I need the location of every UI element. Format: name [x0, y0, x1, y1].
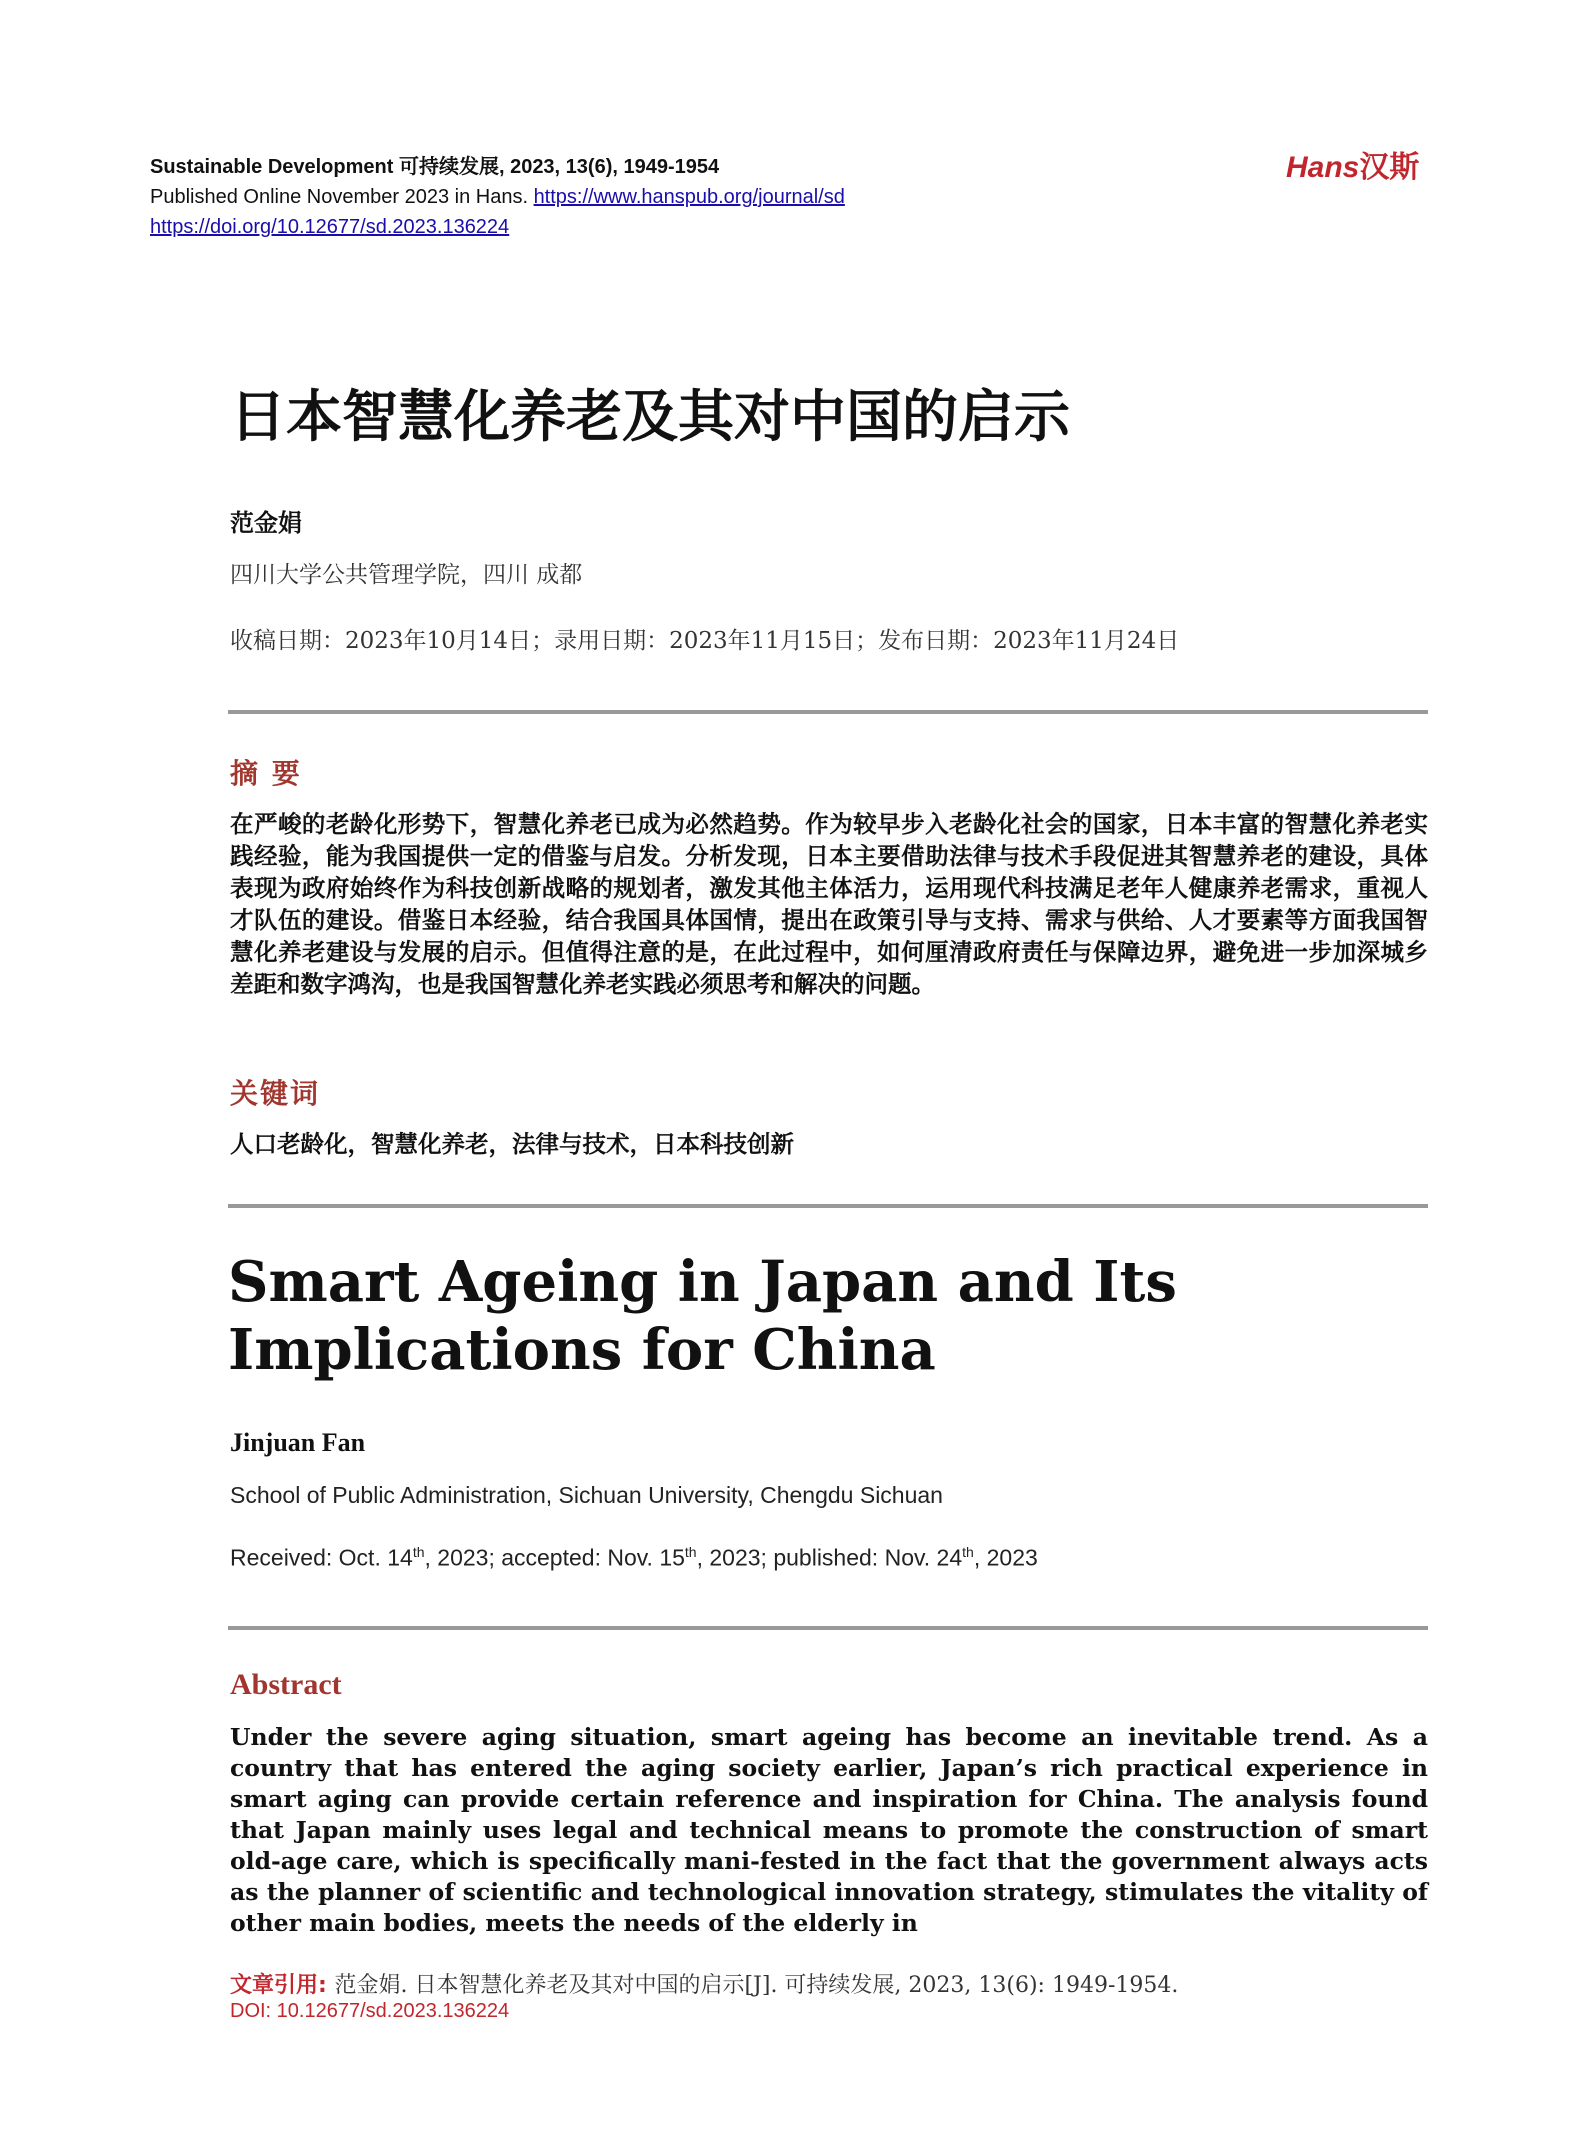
cn-abstract: 在严峻的老龄化形势下，智慧化养老已成为必然趋势。作为较早步入老龄化社会的国家，日本丰富的智慧化养老实践经验，能为我国提供一定的借鉴与启发。分析发现，日本主要借助法律与技术手段促进其智慧养老的建设，具体表现为政府始终作为科技创新战略的规划者，激发其他主体活力，运用现代科技满足老年人健康养老需求，重视人才队伍的建设。借鉴日本经验，结合我国具体国情，提出在政策引导与支持、需求与供给、人才要素等方面我国智慧化养老建设与发展的启示。但值得注意的是，在此过程中，如何厘清政府责任与保障边界，避免进一步加深城乡差距和数字鸿沟，也是我国智慧化养老实践必须思考和解决的问题。 [230, 810, 1428, 998]
published-prefix: Published Online November 2023 in Hans. [150, 186, 534, 208]
logo-en: Hans [1286, 151, 1360, 184]
cn-author: 范金娟 [230, 508, 302, 537]
citation-label: 文章引用: [230, 1973, 335, 1998]
year: , 2023 [973, 1544, 1038, 1571]
sup: th [412, 1544, 425, 1560]
cn-title: 日本智慧化养老及其对中国的启示 [230, 385, 1070, 450]
en-title [228, 1248, 1428, 1384]
cn-dates: 收稿日期：2023年10月14日；录用日期：2023年11月15日；发布日期：2023年11月24日 [230, 628, 1180, 654]
published-date: , 2023; published: Nov. 24 [696, 1544, 963, 1571]
accepted-date: , 2023; accepted: Nov. 15 [424, 1544, 685, 1571]
doi-url-link[interactable]: https://doi.org/10.12677/sd.2023.136224 [150, 216, 510, 238]
en-abstract: Under the severe aging situation, smart ageing has become an inevitable trend. As a country that has entered the aging society earlier, Japan’s rich practical experience in smart aging can provide certain reference and inspiration for China. The analysis found that Japan mainly uses legal and technical means to promote the construction of smart old-age care, which is specifically mani-fested in the fact that the government always acts as the planner of scientific and technological innovation strategy, stimulates the vitality of other main bodies, meets the needs of the elderly in [230, 1723, 1428, 1937]
en-abstract-heading: Abstract [230, 1668, 342, 1701]
citation [230, 1968, 1178, 1999]
en-dates [230, 1544, 1038, 1572]
footer-doi: DOI: 10.12677/sd.2023.136224 [230, 2000, 510, 2022]
journal-url-link[interactable]: https://www.hanspub.org/journal/sd [533, 186, 845, 208]
divider [228, 710, 1428, 714]
published-line [150, 182, 845, 212]
logo-cn: 汉斯 [1359, 150, 1420, 185]
en-title-line-2: Implications for China [228, 1317, 936, 1383]
citation-text: 范金娟. 日本智慧化养老及其对中国的启示[J]. 可持续发展, 2023, 13(6): 1949-1954. [334, 1973, 1179, 1998]
hans-logo [1286, 150, 1419, 186]
sup: th [962, 1544, 974, 1560]
en-title-line-1: Smart Ageing in Japan and Its [228, 1249, 1177, 1315]
cn-abstract-heading: 摘 要 [230, 757, 302, 790]
sup: th [684, 1544, 697, 1560]
cn-keywords: 人口老龄化，智慧化养老，法律与技术，日本科技创新 [230, 1130, 794, 1158]
journal-line: Sustainable Development 可持续发展, 2023, 13(6), 1949-1954 [150, 156, 720, 178]
divider [228, 1626, 1428, 1630]
en-affiliation: School of Public Administration, Sichuan University, Chengdu Sichuan [230, 1482, 943, 1508]
received-date: Received: Oct. 14 [230, 1544, 413, 1571]
en-author: Jinjuan Fan [230, 1428, 366, 1457]
cn-keywords-heading: 关键词 [230, 1077, 321, 1110]
cn-affiliation: 四川大学公共管理学院，四川 成都 [230, 562, 583, 588]
divider [228, 1204, 1428, 1208]
doi-line [150, 212, 509, 242]
